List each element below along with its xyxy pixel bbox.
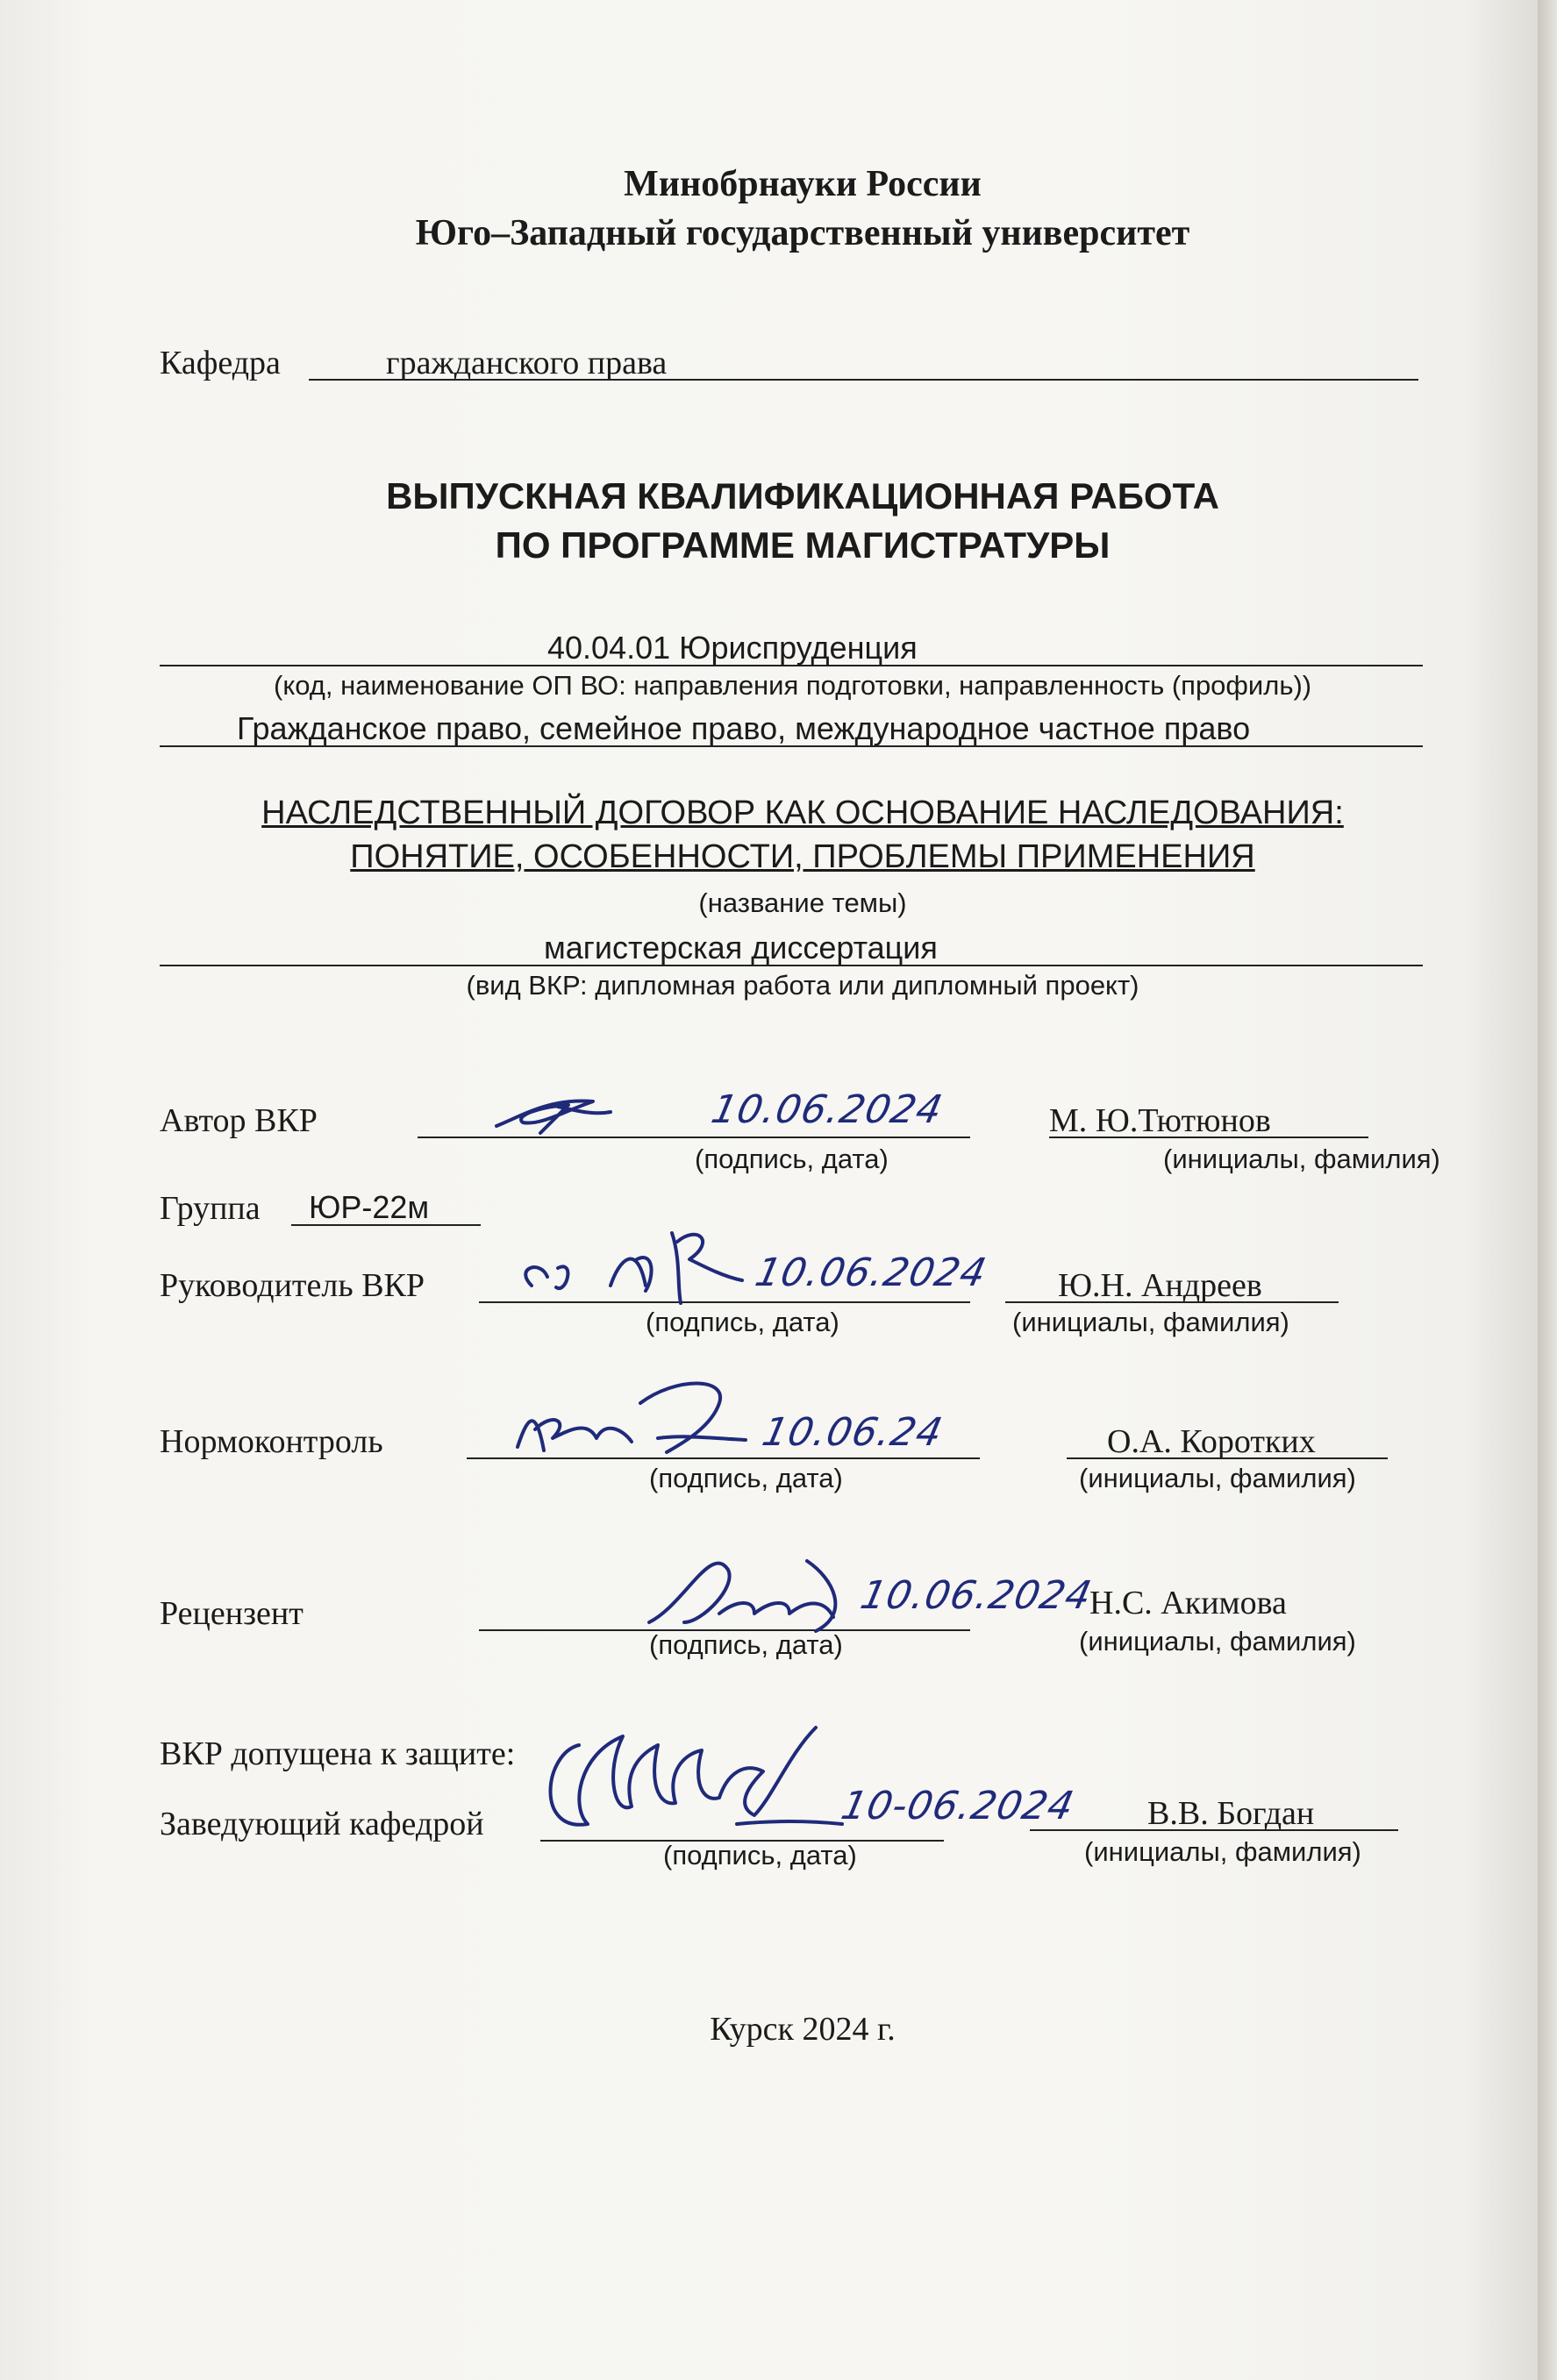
department-value: гражданского права <box>386 345 668 381</box>
normcontrol-caption: (подпись, дата) <box>649 1463 843 1493</box>
reviewer-caption: (подпись, дата) <box>649 1629 843 1660</box>
program-profile: Гражданское право, семейное право, международное частное право <box>237 710 1251 746</box>
program-code: 40.04.01 Юриспруденция <box>547 630 918 666</box>
vkr-type-value: магистерская диссертация <box>544 930 938 966</box>
normcontrol-signature <box>500 1368 781 1464</box>
head-label: Заведующий кафедрой <box>160 1806 484 1842</box>
reviewer-label: Рецензент <box>160 1595 304 1632</box>
reviewer-signature <box>632 1526 877 1640</box>
head-name-caption: (инициалы, фамилия) <box>1084 1836 1361 1867</box>
program-code-underline <box>160 665 1423 666</box>
normcontrol-name-caption: (инициалы, фамилия) <box>1079 1463 1356 1493</box>
head-signature <box>526 1701 860 1850</box>
group-label: Группа <box>160 1190 261 1227</box>
author-caption: (подпись, дата) <box>695 1144 889 1174</box>
topic-line2: ПОНЯТИЕ, ОСОБЕННОСТИ, ПРОБЛЕМЫ ПРИМЕНЕНИЯ <box>350 838 1255 875</box>
department-underline <box>309 379 1418 381</box>
head-name: В.В. Богдан <box>1147 1795 1315 1832</box>
group-underline <box>291 1224 481 1226</box>
admission-text: ВКР допущена к защите: <box>160 1735 516 1772</box>
normcontrol-name: О.А. Коротких <box>1107 1423 1316 1460</box>
supervisor-name: Ю.Н. Андреев <box>1058 1267 1262 1304</box>
reviewer-name-caption: (инициалы, фамилия) <box>1079 1626 1356 1657</box>
university-title: Юго–Западный государственный университет <box>415 213 1190 253</box>
topic-caption: (название темы) <box>698 887 907 918</box>
author-name: М. Ю.Тютюнов <box>1049 1102 1271 1139</box>
author-date: 10.06.2024 <box>707 1087 947 1132</box>
supervisor-caption: (подпись, дата) <box>646 1307 839 1337</box>
group-value: ЮР-22м <box>309 1189 430 1225</box>
program-caption: (код, наименование ОП ВО: направления подготовки, направленность (профиль)) <box>274 670 1312 701</box>
author-signature <box>488 1080 619 1142</box>
topic-line1: НАСЛЕДСТВЕННЫЙ ДОГОВОР КАК ОСНОВАНИЕ НАСЛЕДОВАНИЯ: <box>261 795 1344 831</box>
author-name-underline <box>1049 1137 1368 1138</box>
head-date: 10-06.2024 <box>837 1784 1079 1828</box>
author-name-caption: (инициалы, фамилия) <box>1163 1144 1440 1174</box>
head-caption: (подпись, дата) <box>663 1840 857 1871</box>
supervisor-date: 10.06.2024 <box>751 1251 991 1295</box>
department-label: Кафедра <box>160 345 281 381</box>
vkr-type-underline <box>160 965 1423 966</box>
footer-city-year: Курск 2024 г. <box>710 2011 896 2048</box>
ministry-title: Минобрнауки России <box>624 164 982 204</box>
work-title-line2: ПО ПРОГРАММЕ МАГИСТРАТУРЫ <box>495 524 1111 566</box>
reviewer-name: Н.С. Акимова <box>1089 1585 1287 1621</box>
normcontrol-name-underline <box>1067 1457 1388 1459</box>
supervisor-label: Руководитель ВКР <box>160 1267 425 1304</box>
author-label: Автор ВКР <box>160 1102 318 1139</box>
work-title-line1: ВЫПУСКНАЯ КВАЛИФИКАЦИОННАЯ РАБОТА <box>386 475 1219 517</box>
supervisor-name-caption: (инициалы, фамилия) <box>1012 1307 1289 1337</box>
vkr-type-caption: (вид ВКР: дипломная работа или дипломный проект) <box>466 970 1139 1001</box>
normcontrol-date: 10.06.24 <box>758 1410 947 1455</box>
normcontrol-label: Нормоконтроль <box>160 1423 383 1460</box>
program-profile-underline <box>160 745 1423 747</box>
head-name-underline <box>1030 1829 1398 1831</box>
supervisor-signature <box>505 1207 768 1312</box>
reviewer-date: 10.06.2024 <box>856 1573 1096 1618</box>
supervisor-name-underline <box>1005 1301 1339 1303</box>
